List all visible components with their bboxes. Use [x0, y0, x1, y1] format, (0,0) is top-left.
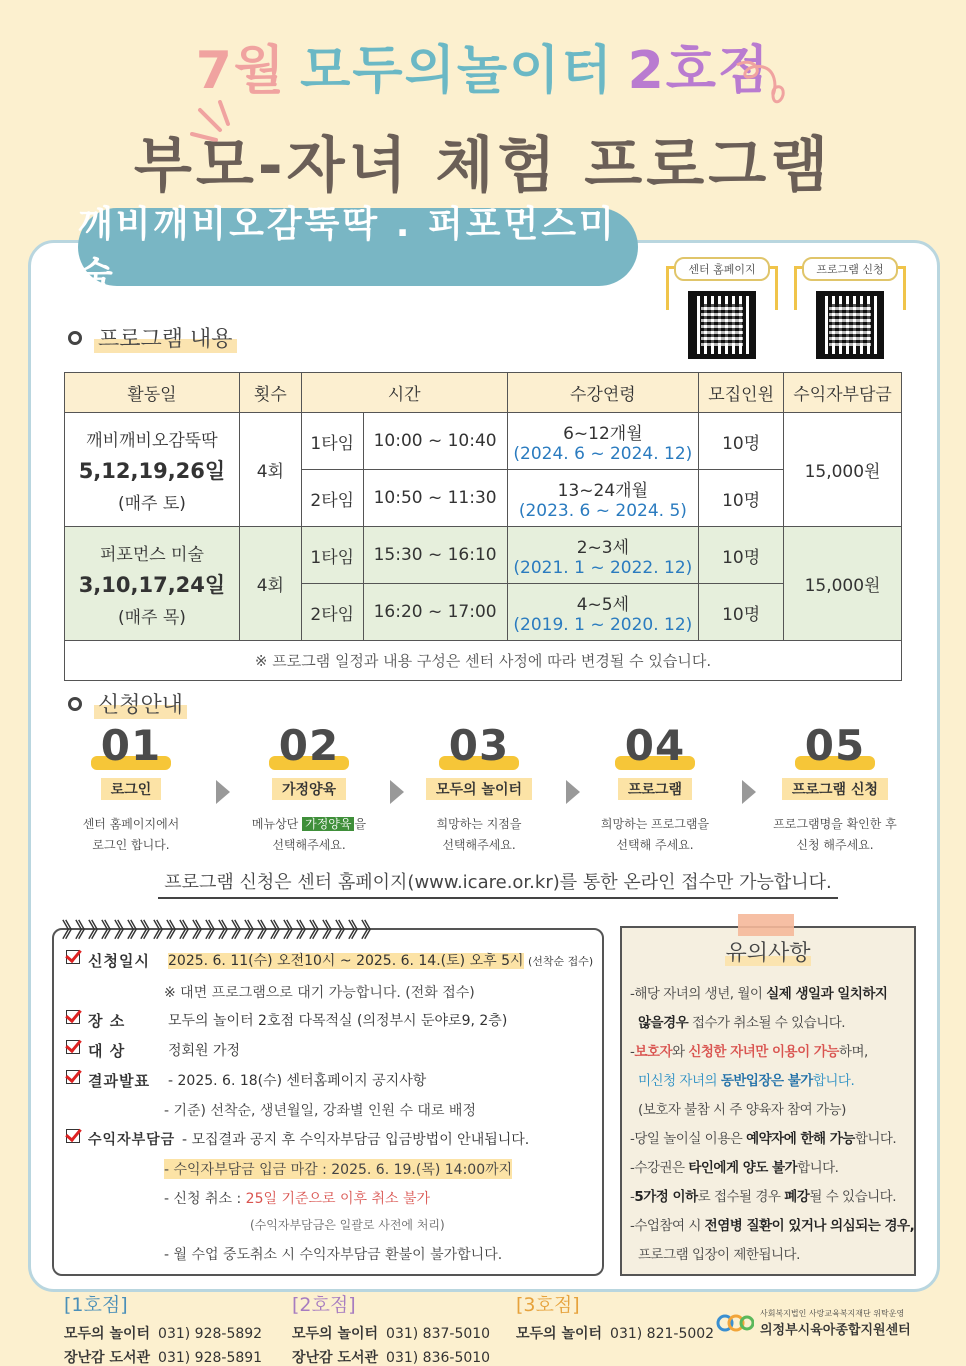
program-count: 4회	[239, 527, 301, 641]
section-apply	[68, 688, 187, 719]
notebook-rings: 》》》》》》》》》》》》》》》》》》》》》》》》	[62, 918, 384, 942]
age-range: (2024. 6 ~ 2024. 12)	[513, 443, 693, 464]
fee-cell: 15,000원	[784, 413, 902, 527]
age-label: 13~24개월	[557, 480, 649, 501]
age-label: 4~5세	[576, 594, 630, 615]
step-number: 03	[448, 721, 510, 770]
caution-text: 폐강	[784, 1189, 810, 1205]
apply-steps	[56, 720, 916, 860]
step-desc-text: 을	[354, 817, 367, 831]
step-number: 04	[624, 721, 686, 770]
checkbox-icon	[66, 1129, 82, 1145]
result-value: - 2025. 6. 18(수) 센터홈페이지 공지사항	[168, 1073, 427, 1089]
branch-name: [3호점]	[516, 1294, 580, 1316]
time-cell: 10:00 ~ 10:40	[363, 413, 507, 470]
qr-code-icon	[688, 291, 756, 359]
caution-line	[630, 982, 887, 1002]
center-logo-icon	[716, 1310, 754, 1336]
branch-place: 장난감 도서관	[292, 1350, 379, 1366]
step-desc: 신청 해주세요.	[796, 838, 874, 852]
info-label: 수익자부담금	[88, 1132, 176, 1148]
bullet-icon	[68, 331, 82, 345]
info-label: 대 상	[88, 1042, 126, 1060]
info-fee	[66, 1129, 529, 1149]
caution-text: 미신청 자녀의	[638, 1073, 721, 1089]
checkbox-icon	[66, 1010, 82, 1026]
fee-cell: 15,000원	[784, 527, 902, 641]
fee-refund: - 월 수업 중도취소 시 수익자부담금 환불이 불가합니다.	[164, 1247, 503, 1263]
fee-note: (수익자부담금은 일괄로 사전에 처리)	[250, 1218, 445, 1232]
table-note: ※ 프로그램 일정과 내용 구성은 센터 사정에 따라 변경될 수 있습니다.	[65, 641, 902, 681]
caution-line: 프로그램 입장이 제한됩니다.	[638, 1247, 800, 1263]
title-name: 모두의놀이터	[300, 41, 614, 101]
branch-3	[516, 1290, 714, 1347]
caution-text: 합니다.	[812, 1073, 855, 1089]
caution-text: 합니다.	[854, 1131, 897, 1147]
age-label: 2~3세	[576, 537, 630, 558]
step-desc: 프로그램명을 확인한 후	[773, 817, 897, 831]
program-weekday: (매주 토)	[117, 493, 186, 514]
program-count: 4회	[239, 413, 301, 527]
table-row	[65, 527, 902, 584]
title-line1	[0, 28, 966, 103]
age-range: (2019. 1 ~ 2020. 12)	[513, 614, 693, 635]
branch-tel: 031) 821-5002	[610, 1326, 715, 1342]
step-1	[56, 720, 206, 856]
menu-tag: 가정양육	[302, 817, 354, 831]
turn-cell: 2타임	[301, 584, 363, 641]
time-cell: 15:30 ~ 16:10	[363, 527, 507, 584]
table-row	[65, 413, 902, 470]
caution-text: -해당 자녀의 생년, 월이	[630, 986, 767, 1002]
table-header: 수강연령	[507, 373, 699, 413]
info-place	[66, 1010, 507, 1031]
caution-text: 예약자에 한해 가능	[746, 1131, 855, 1147]
fee-value: - 모집결과 공지 후 수익자부담금 입금방법이 안내됩니다.	[182, 1132, 530, 1148]
time-cell: 16:20 ~ 17:00	[363, 584, 507, 641]
caution-box	[620, 926, 916, 1276]
capacity-cell: 10명	[699, 470, 784, 527]
program-table	[64, 372, 902, 681]
heart-swirl-icon	[735, 55, 795, 115]
caution-text: -	[630, 1189, 635, 1205]
table-header: 횟수	[239, 373, 301, 413]
step-title: 로그인	[101, 778, 162, 800]
branch-tel: 031) 837-5010	[386, 1326, 491, 1342]
period-note: (선착순 접수)	[527, 955, 594, 968]
period-value: 2025. 6. 11(수) 오전10시 ~ 2025. 6. 14.(토) 오후 5시	[168, 953, 524, 969]
fee-cancel	[164, 1188, 430, 1208]
table-header: 활동일	[65, 373, 240, 413]
age-range: (2023. 6 ~ 2024. 5)	[518, 500, 687, 521]
step-title: 프로그램 신청	[782, 778, 888, 800]
info-target	[66, 1040, 240, 1061]
capacity-cell: 10명	[699, 413, 784, 470]
branch-tel: 031) 928-5892	[158, 1326, 263, 1342]
branch-name: [2호점]	[292, 1294, 356, 1316]
branch-tel: 031) 928-5891	[158, 1350, 263, 1366]
step-number: 01	[100, 721, 162, 770]
caution-text: 합니다.	[797, 1160, 839, 1176]
step-number: 05	[804, 721, 866, 770]
caution-text: 타인에게 양도 불가	[688, 1160, 798, 1176]
info-box	[52, 928, 604, 1276]
caution-text: 하며,	[838, 1044, 868, 1060]
logo-title: 의정부시육아종합지원센터	[760, 1323, 911, 1338]
caution-line	[630, 1127, 896, 1147]
caution-text: 동반입장은 불가	[720, 1073, 813, 1089]
caution-text: 실제 생일과 일치하지	[766, 986, 888, 1002]
checkbox-icon	[66, 1040, 82, 1056]
checkbox-icon	[66, 1070, 82, 1086]
info-label: 신청일시	[88, 952, 150, 970]
qr-homepage[interactable]	[666, 263, 778, 366]
arrow-right-icon	[742, 780, 756, 804]
branch-place: 모두의 놀이터	[292, 1326, 379, 1342]
step-title: 가정양육	[272, 778, 346, 800]
caution-text: 될 수 있습니다.	[809, 1189, 896, 1205]
section-program-title: 프로그램 내용	[94, 322, 237, 353]
program-name: 퍼포먼스 미술	[99, 544, 204, 565]
caution-line	[630, 1185, 896, 1205]
title-month: 7월	[195, 41, 287, 101]
step-desc: 선택해 주세요.	[616, 838, 694, 852]
table-header: 수익자부담금	[784, 373, 902, 413]
arrow-right-icon	[566, 780, 580, 804]
branch-line	[292, 1323, 490, 1343]
qr-homepage-label: 센터 홈페이지	[674, 257, 770, 281]
caution-text: 않을경우	[638, 1015, 689, 1031]
program-weekday: (매주 목)	[117, 607, 186, 628]
step-desc: 선택해주세요.	[272, 838, 346, 852]
program-day-cell	[65, 527, 240, 641]
info-result	[66, 1070, 426, 1091]
caution-text: -수업참여 시	[630, 1218, 705, 1234]
caution-text: 신청한 자녀만 이용이 가능	[688, 1044, 839, 1060]
capacity-cell: 10명	[699, 527, 784, 584]
tape-decoration	[738, 914, 794, 936]
fee-cancel-rule: 25일 기준으로 이후 취소 불가	[245, 1191, 431, 1207]
caution-line	[630, 1156, 838, 1176]
caution-text: 로 접수될 경우	[697, 1189, 785, 1205]
fee-cancel-label: - 신청 취소 :	[164, 1191, 246, 1207]
caution-text: -	[630, 1044, 635, 1060]
branch-place: 장난감 도서관	[64, 1350, 151, 1366]
section-program	[68, 322, 237, 353]
age-cell	[507, 413, 699, 470]
branch-1	[64, 1290, 262, 1366]
caution-text: -당일 놀이실 이용은	[630, 1131, 747, 1147]
turn-cell: 2타임	[301, 470, 363, 527]
section-apply-title: 신청안내	[94, 688, 187, 719]
bullet-icon	[68, 697, 82, 711]
branch-line	[64, 1323, 262, 1343]
step-title: 모두의 놀이터	[426, 778, 532, 800]
step-desc: 선택해주세요.	[442, 838, 516, 852]
branch-name: [1호점]	[64, 1294, 128, 1316]
branch-line	[292, 1347, 490, 1366]
step-desc	[234, 814, 384, 835]
caution-text: 전염병 질환이 있거나 의심되는 경우,	[704, 1218, 915, 1234]
result-criteria: - 기준) 선착순, 생년월일, 강좌별 인원 수 대로 배정	[164, 1103, 476, 1119]
title-line2: 부모-자녀 체험 프로그램	[133, 131, 833, 201]
qr-apply[interactable]	[794, 263, 906, 366]
info-label: 결과발표	[88, 1072, 150, 1090]
caution-text: 와	[672, 1044, 689, 1060]
age-label: 6~12개월	[563, 423, 643, 444]
step-2	[234, 720, 384, 856]
caution-line	[638, 1069, 854, 1089]
program-days: 5,12,19,26일	[78, 458, 226, 483]
step-desc: 희망하는 프로그램을	[600, 817, 710, 831]
caution-line	[638, 1011, 845, 1031]
info-label: 장 소	[88, 1012, 126, 1030]
step-desc: 희망하는 지점을	[436, 817, 522, 831]
title-branch: 2호점	[627, 41, 771, 101]
step-desc: 로그인 합니다.	[92, 838, 170, 852]
table-header: 모집인원	[699, 373, 784, 413]
age-cell	[507, 584, 699, 641]
caution-title: 유의사항	[725, 941, 811, 966]
branch-2	[292, 1290, 490, 1366]
step-number: 02	[278, 721, 340, 770]
place-value: 모두의 놀이터 2호점 다목적실 (의정부시 둔야로9, 2층)	[168, 1013, 508, 1029]
age-cell	[507, 470, 699, 527]
logo-subtitle: 사회복지법인 사랑교육복지재단 위탁운영	[760, 1309, 905, 1318]
step-3	[404, 720, 554, 856]
arrow-right-icon	[216, 780, 230, 804]
caution-line	[630, 1040, 868, 1060]
qr-apply-label: 프로그램 신청	[802, 257, 898, 281]
center-logo	[716, 1308, 911, 1338]
wait-note: ※ 대면 프로그램으로 대기 가능합니다. (전화 접수)	[164, 985, 475, 1001]
age-cell	[507, 527, 699, 584]
time-cell: 10:50 ~ 11:30	[363, 470, 507, 527]
branch-line	[64, 1347, 262, 1366]
program-days: 3,10,17,24일	[78, 572, 226, 597]
caution-line	[630, 1214, 914, 1234]
program-day-cell	[65, 413, 240, 527]
table-header: 시간	[301, 373, 507, 413]
info-period	[66, 950, 593, 971]
step-desc: 센터 홈페이지에서	[82, 817, 180, 831]
caution-text: 5가정 이하	[634, 1189, 698, 1205]
step-4	[580, 720, 730, 856]
turn-cell: 1타임	[301, 413, 363, 470]
branch-place: 모두의 놀이터	[64, 1326, 151, 1342]
branch-line	[516, 1323, 714, 1343]
arrow-right-icon	[390, 780, 404, 804]
turn-cell: 1타임	[301, 527, 363, 584]
qr-code-icon	[816, 291, 884, 359]
branch-tel: 031) 836-5010	[386, 1350, 491, 1366]
table-note-row	[65, 641, 902, 681]
online-notice: 프로그램 신청은 센터 홈페이지(www.icare.or.kr)를 통한 온라인 접수만 가능합니다.	[158, 868, 838, 899]
caution-text: 접수가 취소될 수 있습니다.	[688, 1015, 846, 1031]
fee-deadline: - 수익자부담금 입금 마감 : 2025. 6. 19.(목) 14:00까지	[164, 1159, 512, 1179]
checkbox-icon	[66, 950, 82, 966]
caution-text: -수강권은	[630, 1160, 689, 1176]
caution-text: 보호자	[634, 1044, 672, 1060]
step-title: 프로그램	[618, 778, 692, 800]
step-desc-text: 메뉴상단	[251, 817, 299, 831]
program-banner: 깨비깨비오감뚝딱 . 퍼포먼스미술	[78, 208, 638, 286]
program-name: 깨비깨비오감뚝딱	[86, 430, 218, 451]
age-range: (2021. 1 ~ 2022. 12)	[513, 557, 693, 578]
caution-line: (보호자 불참 시 주 양육자 참여 가능)	[638, 1102, 846, 1118]
branch-place: 모두의 놀이터	[516, 1326, 603, 1342]
capacity-cell: 10명	[699, 584, 784, 641]
target-value: 정회원 가정	[168, 1043, 241, 1059]
step-5	[760, 720, 910, 856]
